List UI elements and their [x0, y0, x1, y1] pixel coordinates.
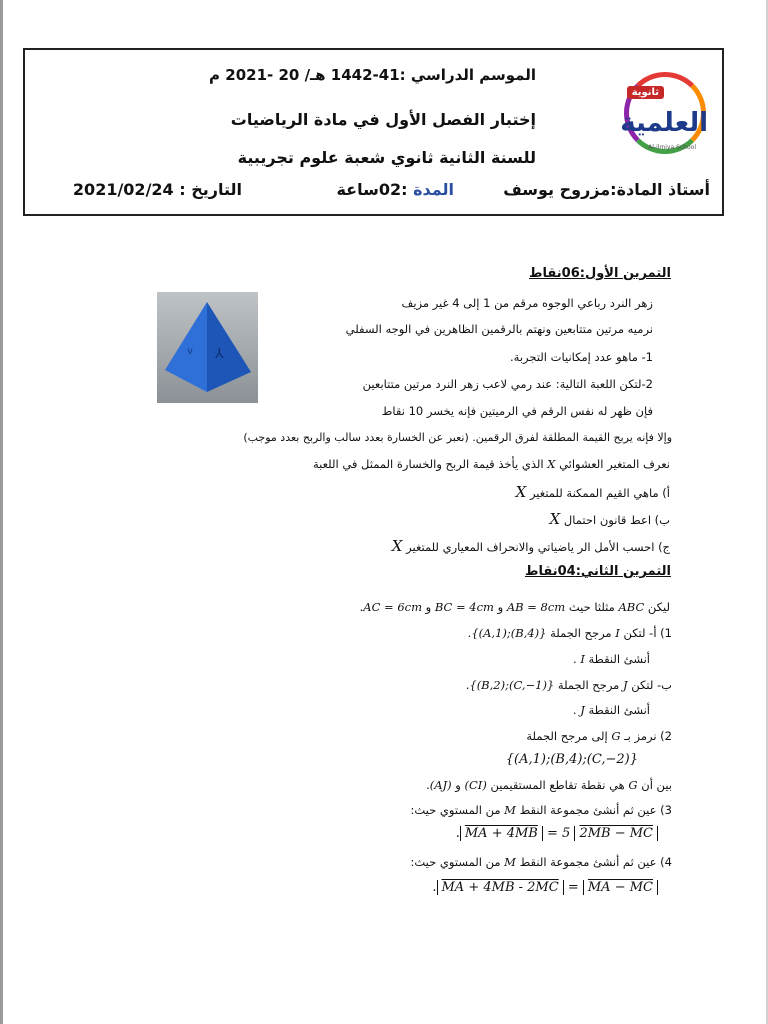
ex2-build-J: أنشئ النقطة J . [572, 703, 650, 717]
ex1-line-6: وإلا فإنه يربح القيمة المطلقة لفرق الرقمين. (نعبر عن الخسارة بعدد سالب والربح بعدد موجب) [243, 431, 672, 444]
ex1-line-2: نرميه مرتين متتابعين ونهتم بالرقمين الظاهرين في الوجه السفلي [345, 322, 653, 336]
exam-class: للسنة الثانية ثانوي شعبة علوم تجريبية [237, 148, 536, 167]
ex1-line-1: زهر النرد رباعي الوجوه مرقم من 1 إلى 4 غير مزيف [401, 296, 653, 310]
exercise-1-title: التمرين الأول:06نقاط [529, 266, 671, 281]
ex1-line-5: فإن ظهر له نفس الرقم في الرميتين فإنه يخسر 10 نقاط [381, 404, 653, 418]
ex2-build-I: أنشئ النقطة I . [573, 652, 650, 666]
ex1-question-2: 2-لتكن اللعبة التالية: عند رمي لاعب زهر النرد مرتين متتابعين [362, 377, 653, 391]
ex1-question-c: ج) احسب الأمل الر ياضياتي والانحراف المعياري للمتغير X [391, 537, 670, 555]
logo-subtitle: Al-ilmiya School [648, 144, 696, 151]
ex1-question-b: ب) اعط قانون احتمال X [549, 510, 670, 528]
exam-date: التاريخ : 2021/02/24 [72, 180, 242, 199]
ex2-question-2-proof: بين أن G هي نقطة تقاطع المستقيمين (CI) و (AJ). [426, 778, 672, 792]
tetrahedral-die-image [157, 292, 258, 403]
page-edge-left [0, 0, 3, 1024]
teacher-name: أستاذ المادة:مزروح يوسف [503, 180, 710, 199]
ex2-question-2: 2) نرمز بـ G إلى مرجح الجملة [526, 729, 672, 743]
ex2-equation-3: . MA + 4MB = 5 2MB − MC [456, 826, 658, 841]
ex1-line-7: نعرف المتغير العشوائي X الذي يأخذ قيمة الربح والخسارة الممثل في اللعبة [312, 457, 670, 471]
logo-badge: ثانوية [627, 86, 664, 99]
school-logo [604, 68, 710, 154]
ex2-system-G: {(A,1);(B,4);(C,−2)} [505, 752, 638, 767]
ex2-question-4: 4) عين ثم أنشئ مجموعة النقط M من المستوي حيث: [410, 855, 672, 869]
exercise-2-title: التمرين الثاني:04نقاط [524, 564, 671, 579]
ex2-question-1a: 1) أ- لتكن I مرجح الجملة {(A,1);(B,4)}. [467, 626, 672, 640]
ex2-line-1: ليكن ABC مثلثا حيث AB = 8cm و BC = 4cm و AC = 6cm. [359, 600, 670, 614]
ex2-equation-4: . MA + 4MB - 2MC = MA − MC [432, 880, 658, 895]
ex2-question-1b: ب- لتكن J مرجح الجملة {(B,2);(C,−1)}. [465, 678, 672, 692]
svg-text:⅄: ⅄ [215, 346, 224, 362]
ex1-question-1: 1- ماهو عدد إمكانيات التجربة. [510, 350, 653, 364]
exam-title: إختبار الفصل الأول في مادة الرياضيات [230, 110, 536, 129]
ex2-question-3: 3) عين ثم أنشئ مجموعة النقط M من المستوي حيث: [410, 803, 672, 817]
exam-header [23, 48, 724, 216]
logo-word: العلمية [620, 108, 708, 138]
exam-duration: المدة :02ساعة [336, 180, 454, 199]
svg-text:v: v [187, 346, 193, 357]
ex1-question-a: أ) ماهي القيم الممكنة للمتغير X [515, 483, 670, 501]
school-year: الموسم الدراسي :41-1442 هـ/ 20 -2021 م [209, 66, 536, 84]
